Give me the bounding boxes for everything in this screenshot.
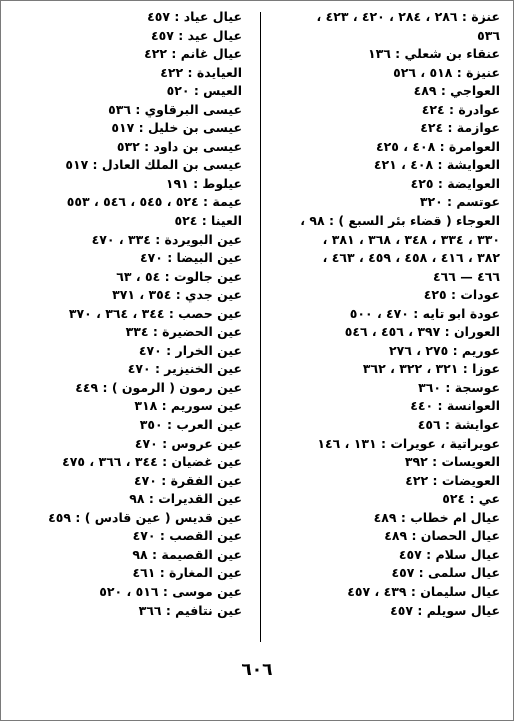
index-entry: عيسى البرقاوي : ٥٣٦ <box>108 101 242 117</box>
index-entry: عين العرب : ٣٥٠ <box>139 417 242 433</box>
index-entry: عيسى بن الملك العادل : ٥١٧ <box>65 157 242 173</box>
index-entry: عين عروس : ٤٧٠ <box>134 435 242 451</box>
index-entry: عوسجة : ٣٦٠ <box>418 379 500 395</box>
index-entry: عيلوط : ١٩١ <box>165 175 242 191</box>
index-entry: ٥٣٦ <box>477 27 500 43</box>
index-entry: عودات : ٤٢٥ <box>423 287 500 303</box>
index-entry: عيال سويلم : ٤٥٧ <box>390 602 500 618</box>
index-entry: ٣٣٠ ، ٣٣٤ ، ٣٤٨ ، ٣٦٨ ، ٣٨١ ، <box>322 231 500 247</box>
index-entry: ٣٨٢ ، ٤١٦ ، ٤٥٨ ، ٤٥٩ ، ٤٦٣ ، <box>322 250 500 266</box>
index-entry: عيال الحصان : ٤٨٩ <box>384 528 500 544</box>
index-entry: عين المغارة : ٤٦١ <box>132 565 242 581</box>
index-entry: عين غضيان : ٣٤٤ ، ٣٦٦ ، ٤٧٥ <box>62 454 242 470</box>
index-entry: العوانسة : ٤٤٠ <box>410 398 500 414</box>
index-entry: عوايشة : ٤٥٦ <box>417 417 500 433</box>
index-entry: عين نتافيم : ٣٦٦ <box>138 602 242 618</box>
page-number: ٦٠٦ <box>241 660 273 680</box>
index-entry: عيال سليمان : ٤٣٩ ، ٤٥٧ <box>347 583 500 599</box>
index-entry: عين البويردة : ٣٣٤ ، ٤٧٠ <box>91 231 242 247</box>
index-entry: عين البيضا : ٤٧٠ <box>139 250 242 266</box>
index-entry: عيال ام خطاب : ٤٨٩ <box>373 509 500 525</box>
index-entry: عين حصب : ٣٤٤ ، ٣٦٤ ، ٣٧٠ <box>68 305 242 321</box>
index-entry: العوران : ٣٩٧ ، ٤٥٦ ، ٥٤٦ <box>344 324 500 340</box>
index-entry: العوايشة : ٤٠٨ ، ٤٢١ <box>373 157 500 173</box>
index-entry: عين جالوت : ٥٤ ، ٦٣ <box>116 268 242 284</box>
index-entry: عوتسم : ٣٢٠ <box>419 194 500 210</box>
index-entry: عوريم : ٢٧٥ ، ٢٧٦ <box>388 342 500 358</box>
index-entry: عيال عياد : ٤٥٧ <box>147 9 242 24</box>
index-entry: العوجاء ( قضاء بئر السبع ) : ٩٨ ، <box>300 213 500 229</box>
index-entry: العوايضة : ٤٢٥ <box>410 175 500 191</box>
index-entry: عين موسى : ٥١٦ ، ٥٢٠ <box>99 583 242 599</box>
index-column-right <box>252 8 500 620</box>
index-entry: عيمة : ٥٢٤ ، ٥٤٥ ، ٥٤٦ ، ٥٥٣ <box>66 194 242 210</box>
index-entry: عنقاء بن شعلي : ١٣٦ <box>367 46 500 62</box>
index-entry: العويضات : ٤٢٢ <box>405 472 500 488</box>
index-entry: عيسى بن داود : ٥٣٢ <box>116 138 242 154</box>
index-entry: عوازمة : ٤٢٤ <box>420 120 500 136</box>
index-entry: عيال سلمى : ٤٥٧ <box>391 565 500 581</box>
index-entry: عنيزة : ٥١٨ ، ٥٢٦ <box>393 64 500 80</box>
index-entry: العويسات : ٣٩٢ <box>404 454 500 470</box>
index-entry: عودة ابو تايه : ٤٧٠ ، ٥٠٠ <box>349 305 500 321</box>
index-entry: عين رمون ( الرمون ) : ٤٤٩ <box>75 379 242 395</box>
index-entry: عين سوريم : ٣١٨ <box>134 398 242 414</box>
index-entry: عين الخرار : ٤٧٠ <box>138 342 242 358</box>
index-entry: عيال سلام : ٤٥٧ <box>398 546 500 562</box>
index-entry: العوامرة : ٤٠٨ ، ٤٢٥ <box>376 138 500 154</box>
index-entry: عيال عيد : ٤٥٧ <box>151 27 242 43</box>
index-entry: عيال غانم : ٤٢٢ <box>144 46 242 62</box>
index-entry: عين الحضيرة : ٣٣٤ <box>125 324 242 340</box>
index-entry: العينا : ٥٢٤ <box>174 213 242 229</box>
index-entry: عين جدي : ٣٥٤ ، ٣٧١ <box>112 287 242 303</box>
index-entry: عين القصب : ٤٧٠ <box>132 528 242 544</box>
index-entry: عين القديرات : ٩٨ <box>129 491 242 507</box>
index-entry: عين الفقرة : ٤٧٠ <box>134 472 242 488</box>
index-entry: عوزا : ٣٢١ ، ٣٢٢ ، ٣٦٢ <box>362 361 500 377</box>
index-entry: عين قديس ( عين قادس ) : ٤٥٩ <box>48 509 242 525</box>
index-entry: عيسى بن خليل : ٥١٧ <box>111 120 242 136</box>
index-entry: عويراتية ، عويرات : ١٣١ ، ١٤٦ <box>317 435 500 451</box>
index-entry: عي : ٥٢٤ <box>442 491 500 507</box>
index-entry: العواجي : ٤٨٩ <box>413 83 500 99</box>
index-entry: العيس : ٥٢٠ <box>166 83 242 99</box>
index-entry: عين القصيمة : ٩٨ <box>132 546 242 562</box>
index-entry: عين الخنيزير : ٤٧٠ <box>127 361 242 377</box>
index-entry: عنزة : ٢٨٦ ، ٢٨٤ ، ٤٢٠ ، ٤٢٣ ، <box>316 9 500 24</box>
index-entry: العيايدة : ٤٢٢ <box>160 64 242 80</box>
column-divider <box>260 12 261 642</box>
index-entry: عوادرة : ٤٢٤ <box>421 101 500 117</box>
index-column-left <box>6 8 242 620</box>
index-entry: ٤٦٦ — ٤٦٦ <box>433 268 500 284</box>
